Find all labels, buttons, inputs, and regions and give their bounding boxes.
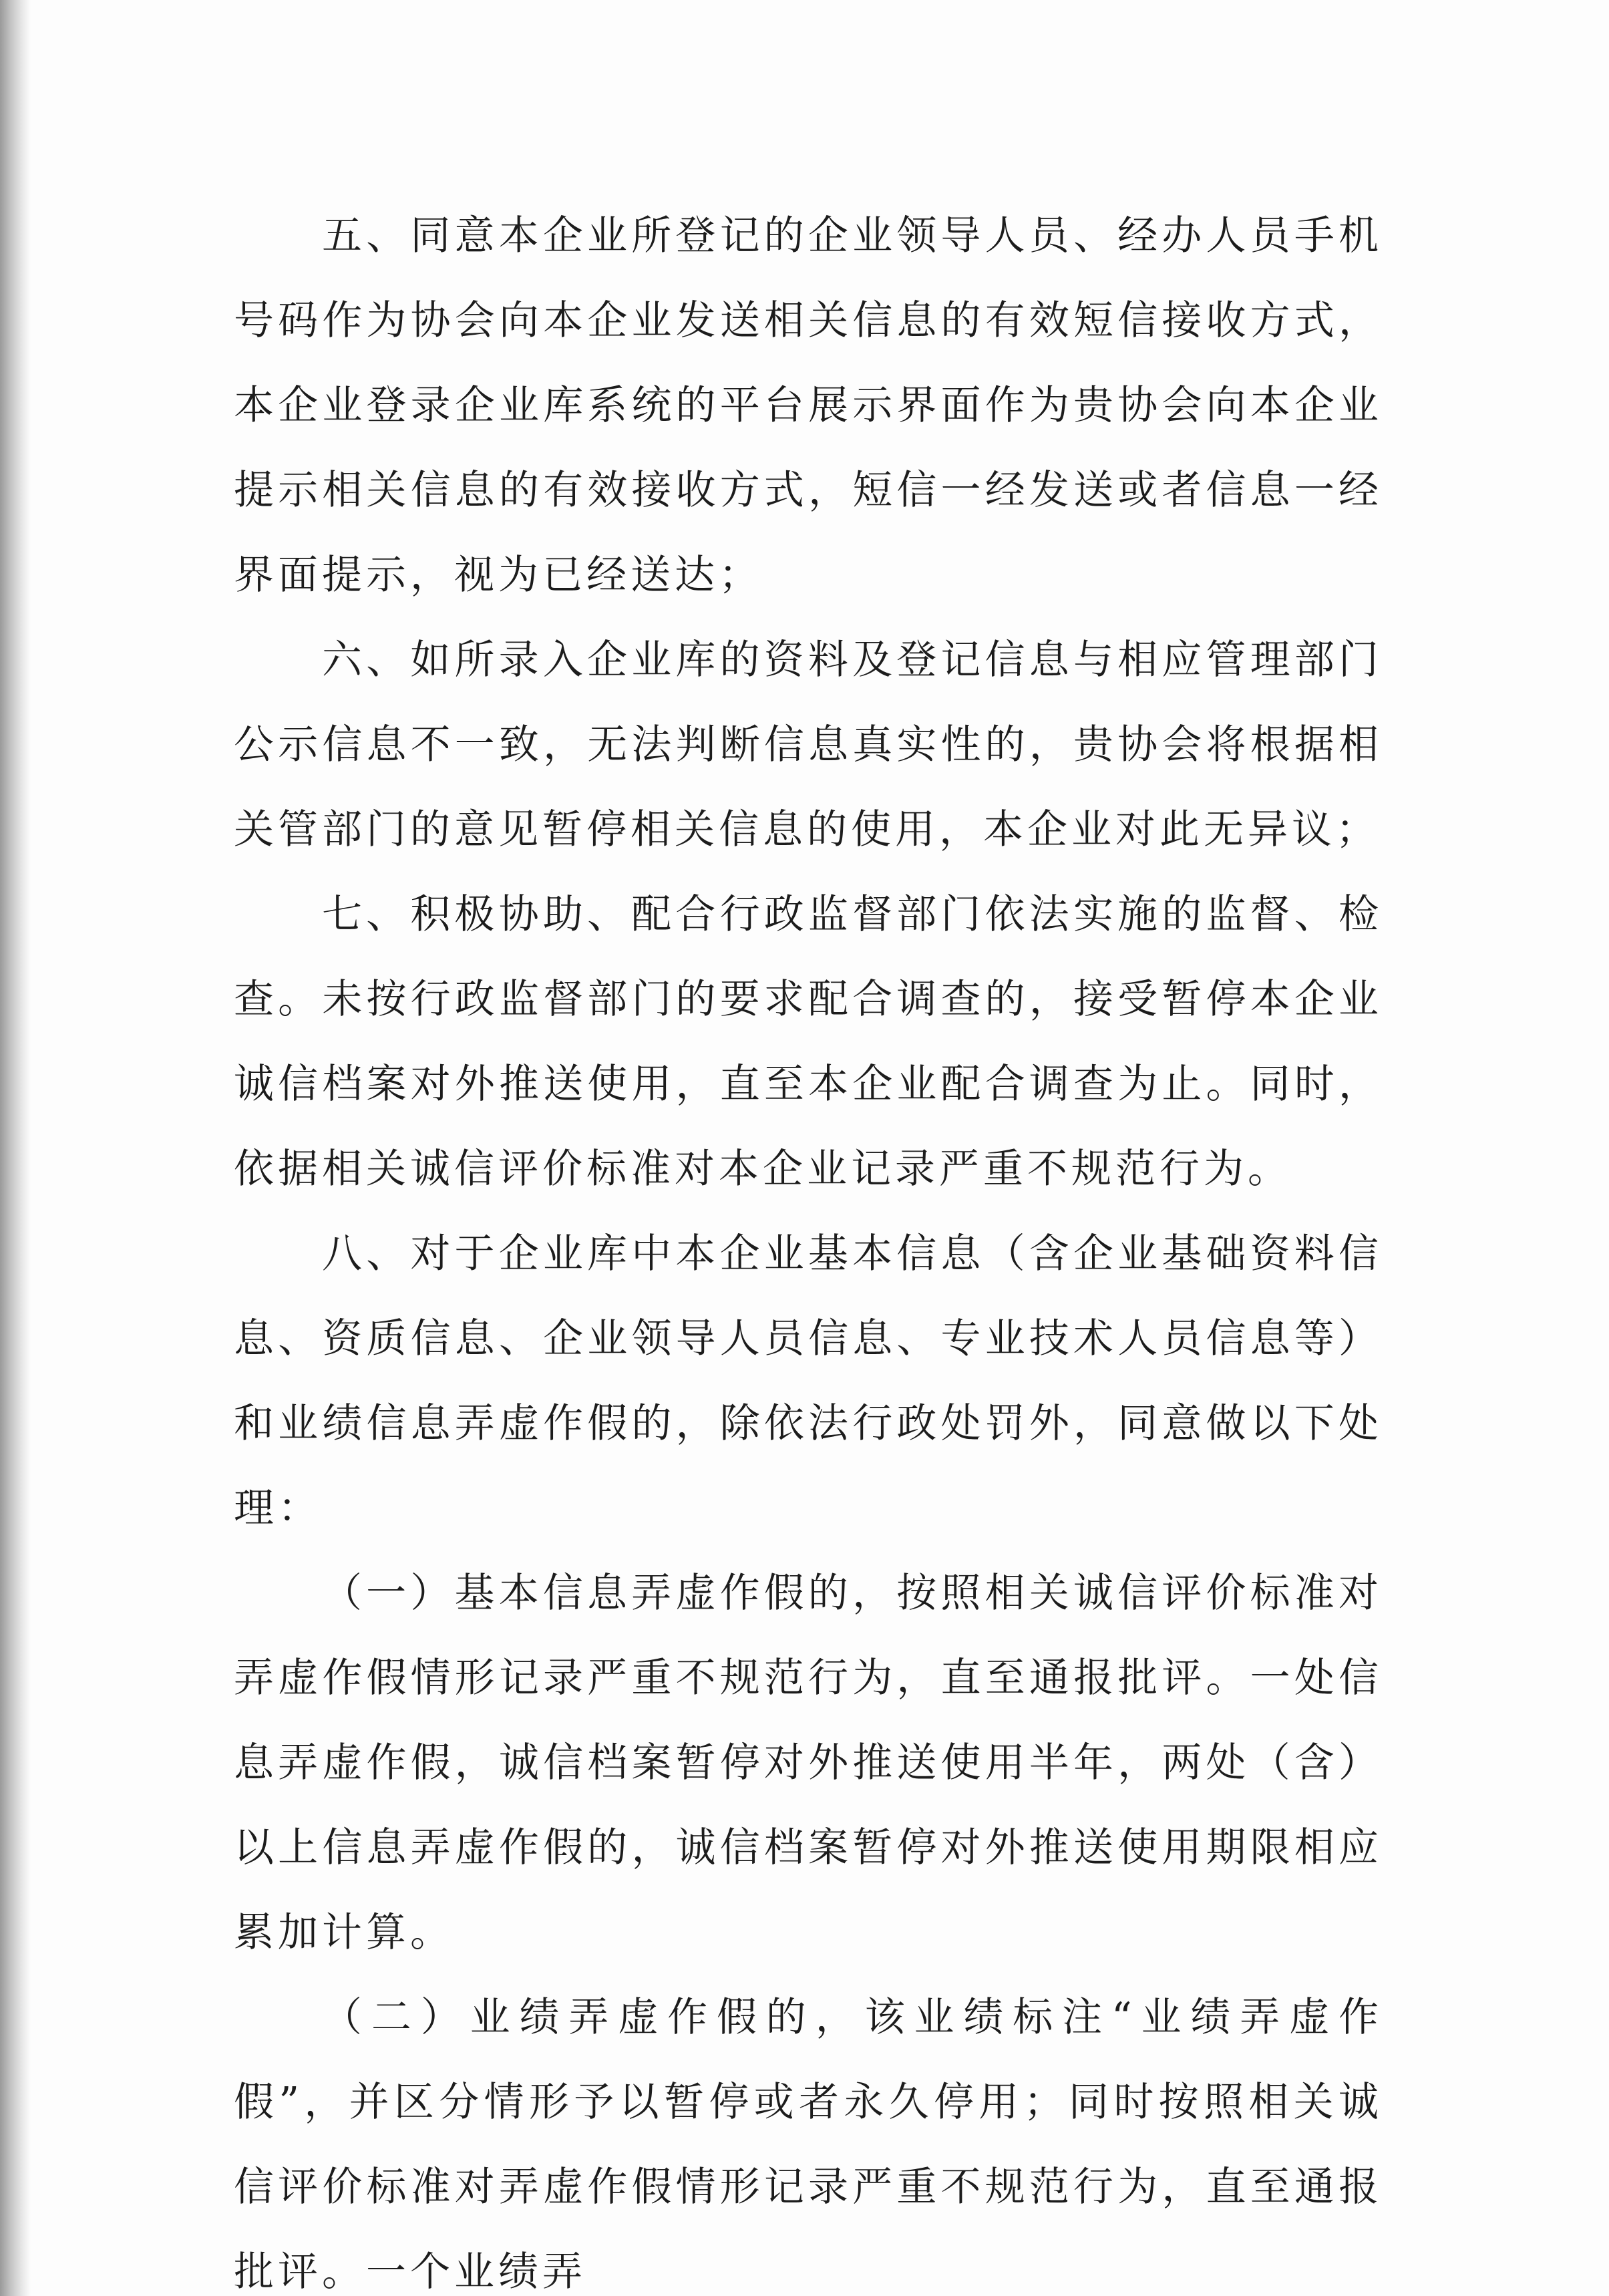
clause-eight-item-two: （二）业绩弄虚作假的，该业绩标注“业绩弄虚作假”，并区分情形予以暂停或者永久停用；同时按照相关诚信评价标准对弄虚作假情形记录严重不规范行为，直至通报批评。一个业绩弄 — [234, 1994, 1383, 2295]
scan-shadow-edge — [0, 0, 31, 2296]
document-body — [234, 194, 1383, 2296]
clause-five: 五、同意本企业所登记的企业领导人员、经办人员手机号码作为协会向本企业发送相关信息的有效短信接收方式，本企业登录企业库系统的平台展示界面作为贵协会向本企业提示相关信息的有效接收方式，短信一经发送或者信息一经界面提示，视为已经送达； — [234, 212, 1383, 599]
clause-eight-item-one: （一）基本信息弄虚作假的，按照相关诚信评价标准对弄虚作假情形记录严重不规范行为，直至通报批评。一处信息弄虚作假，诚信档案暂停对外推送使用半年，两处（含）以上信息弄虚作假的，诚信档案暂停对外推送使用期限相应累加计算。 — [234, 1570, 1383, 1956]
clause-six: 六、如所录入企业库的资料及登记信息与相应管理部门公示信息不一致，无法判断信息真实性的，贵协会将根据相关管部门的意见暂停相关信息的使用，本企业对此无异议； — [234, 637, 1383, 853]
clause-seven: 七、积极协助、配合行政监督部门依法实施的监督、检查。未按行政监督部门的要求配合调查的，接受暂停本企业诚信档案对外推送使用，直至本企业配合调查为止。同时，依据相关诚信评价标准对本企业记录严重不规范行为。 — [234, 891, 1383, 1192]
clause-eight: 八、对于企业库中本企业基本信息（含企业基础资料信息、资质信息、企业领导人员信息、专业技术人员信息等）和业绩信息弄虚作假的，除依法行政处罚外，同意做以下处理： — [234, 1231, 1383, 1532]
